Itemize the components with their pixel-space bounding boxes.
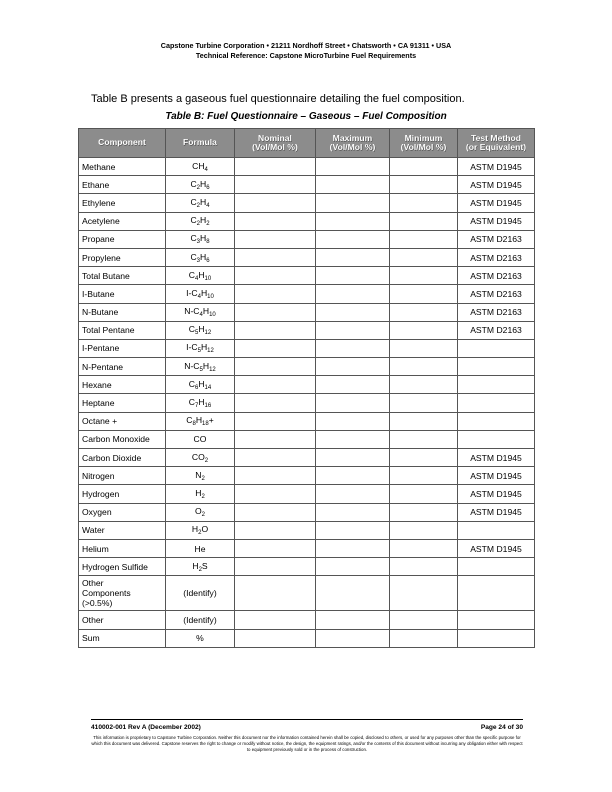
maximum-cell[interactable] bbox=[316, 212, 390, 230]
formula-cell: $C_2H_4$ bbox=[166, 194, 235, 212]
formula-cell: $C_8H_{18}+$ bbox=[166, 412, 235, 430]
table-row bbox=[79, 576, 535, 611]
footer-disclaimer: This information is proprietary to Capstone Turbine Corporation. Neither this document nor the information contained herein shall be copied, disclosed to others, or used for any purposes other than the specific purpose for which this document was delivered. Capstone reserves the right to change or modify without notice, the design, the equipment ratings, and/or the contents of this document without incurring any obligation either with respect to equipment previously sold or in the process of construction. bbox=[91, 735, 523, 752]
test-method-cell bbox=[458, 412, 535, 430]
table-row bbox=[79, 230, 535, 248]
table-row bbox=[79, 248, 535, 266]
header-test-line2: (or Equivalent) bbox=[465, 142, 527, 152]
test-method-cell bbox=[458, 430, 535, 448]
component-cell: I-Butane bbox=[79, 285, 166, 303]
intro-text: Table B presents a gaseous fuel questionnaire detailing the fuel composition. bbox=[91, 93, 465, 105]
nominal-cell[interactable] bbox=[235, 376, 316, 394]
table-row bbox=[79, 503, 535, 521]
formula-cell: $I-C_4H_{10}$ bbox=[166, 285, 235, 303]
minimum-cell[interactable] bbox=[390, 611, 458, 629]
table-row bbox=[79, 212, 535, 230]
maximum-cell[interactable] bbox=[316, 412, 390, 430]
formula-cell: $C_6H_{14}$ bbox=[166, 376, 235, 394]
nominal-cell[interactable] bbox=[235, 539, 316, 557]
table-row bbox=[79, 430, 535, 448]
maximum-cell[interactable] bbox=[316, 558, 390, 576]
formula-cell: $N-C_5H_{12}$ bbox=[166, 358, 235, 376]
minimum-cell[interactable] bbox=[390, 467, 458, 485]
minimum-cell[interactable] bbox=[390, 576, 458, 611]
component-cell: Acetylene bbox=[79, 212, 166, 230]
test-method-cell bbox=[458, 376, 535, 394]
component-cell: Propane bbox=[79, 230, 166, 248]
page-header-line2: Technical Reference: Capstone MicroTurbine Fuel Requirements bbox=[195, 51, 417, 60]
maximum-cell[interactable] bbox=[316, 358, 390, 376]
formula-cell: $C_2H_2$ bbox=[166, 212, 235, 230]
maximum-cell[interactable] bbox=[316, 158, 390, 176]
component-cell: Hydrogen Sulfide bbox=[79, 558, 166, 576]
component-cell: Oxygen bbox=[79, 503, 166, 521]
maximum-cell[interactable] bbox=[316, 230, 390, 248]
nominal-cell[interactable] bbox=[235, 629, 316, 647]
component-cell: Heptane bbox=[79, 394, 166, 412]
minimum-cell[interactable] bbox=[390, 412, 458, 430]
minimum-cell[interactable] bbox=[390, 212, 458, 230]
formula-cell: $CH_4$ bbox=[166, 158, 235, 176]
component-cell: Ethylene bbox=[79, 194, 166, 212]
minimum-cell[interactable] bbox=[390, 358, 458, 376]
nominal-cell[interactable] bbox=[235, 485, 316, 503]
formula-cell: $N_2$ bbox=[166, 467, 235, 485]
header-test-method bbox=[458, 129, 535, 158]
test-method-cell: ASTM D2163 bbox=[458, 303, 535, 321]
nominal-cell[interactable] bbox=[235, 412, 316, 430]
formula-cell: (Identify) bbox=[166, 611, 235, 629]
component-cell: Total Butane bbox=[79, 267, 166, 285]
maximum-cell[interactable] bbox=[316, 267, 390, 285]
test-method-cell: ASTM D1945 bbox=[458, 539, 535, 557]
footer-doc-id: 410002-001 Rev A (December 2002) bbox=[91, 724, 201, 731]
test-method-cell bbox=[458, 576, 535, 611]
table-caption: Table B: Fuel Questionnaire – Gaseous – Fuel Composition bbox=[165, 111, 447, 122]
maximum-cell[interactable] bbox=[316, 467, 390, 485]
test-method-cell bbox=[458, 521, 535, 539]
maximum-cell[interactable] bbox=[316, 176, 390, 194]
nominal-cell[interactable] bbox=[235, 558, 316, 576]
header-test-line1: Test Method bbox=[471, 132, 521, 143]
header-minimum-line1: Minimum bbox=[404, 132, 443, 143]
test-method-cell: ASTM D1945 bbox=[458, 212, 535, 230]
nominal-cell[interactable] bbox=[235, 449, 316, 467]
test-method-cell bbox=[458, 394, 535, 412]
maximum-cell[interactable] bbox=[316, 629, 390, 647]
table-body bbox=[79, 158, 535, 648]
nominal-cell[interactable] bbox=[235, 230, 316, 248]
nominal-cell[interactable] bbox=[235, 467, 316, 485]
test-method-cell: ASTM D1945 bbox=[458, 449, 535, 467]
test-method-cell bbox=[458, 611, 535, 629]
table-row bbox=[79, 485, 535, 503]
nominal-cell[interactable] bbox=[235, 176, 316, 194]
table-row bbox=[79, 611, 535, 629]
maximum-cell[interactable] bbox=[316, 485, 390, 503]
test-method-cell: ASTM D2163 bbox=[458, 321, 535, 339]
formula-cell: $C_7H_{16}$ bbox=[166, 394, 235, 412]
test-method-cell bbox=[458, 629, 535, 647]
component-cell: I-Pentane bbox=[79, 339, 166, 357]
test-method-cell: ASTM D1945 bbox=[458, 503, 535, 521]
nominal-cell[interactable] bbox=[235, 285, 316, 303]
formula-cell: $H_2O$ bbox=[166, 521, 235, 539]
minimum-cell[interactable] bbox=[390, 285, 458, 303]
minimum-cell[interactable] bbox=[390, 230, 458, 248]
formula-cell: $CO_2$ bbox=[166, 449, 235, 467]
page-header-line1: Capstone Turbine Corporation • 21211 Nordhoff Street • Chatsworth • CA 91311 • USA bbox=[160, 41, 452, 50]
test-method-cell: ASTM D2163 bbox=[458, 285, 535, 303]
test-method-cell: ASTM D2163 bbox=[458, 248, 535, 266]
test-method-cell bbox=[458, 558, 535, 576]
table-row bbox=[79, 194, 535, 212]
nominal-cell[interactable] bbox=[235, 194, 316, 212]
maximum-cell[interactable] bbox=[316, 285, 390, 303]
header-nominal-line1: Nominal bbox=[258, 132, 292, 143]
formula-cell: $I-C_5H_{12}$ bbox=[166, 339, 235, 357]
formula-cell: $H_2S$ bbox=[166, 558, 235, 576]
formula-cell: He bbox=[166, 539, 235, 557]
component-cell: Water bbox=[79, 521, 166, 539]
component-cell: Propylene bbox=[79, 248, 166, 266]
test-method-cell: ASTM D1945 bbox=[458, 176, 535, 194]
maximum-cell[interactable] bbox=[316, 503, 390, 521]
component-cell: Hydrogen bbox=[79, 485, 166, 503]
minimum-cell[interactable] bbox=[390, 267, 458, 285]
table-row bbox=[79, 376, 535, 394]
test-method-cell: ASTM D1945 bbox=[458, 158, 535, 176]
minimum-cell[interactable] bbox=[390, 248, 458, 266]
table-row bbox=[79, 521, 535, 539]
header-nominal-line2: (Vol/Mol %) bbox=[252, 142, 298, 152]
footer-divider bbox=[91, 719, 523, 720]
header-formula: Formula bbox=[166, 129, 235, 158]
maximum-cell[interactable] bbox=[316, 339, 390, 357]
table-row bbox=[79, 558, 535, 576]
header-component: Component bbox=[79, 129, 166, 158]
nominal-cell[interactable] bbox=[235, 394, 316, 412]
header-maximum-line1: Maximum bbox=[332, 132, 373, 143]
formula-cell: $C_3H_8$ bbox=[166, 230, 235, 248]
fuel-composition-table bbox=[78, 128, 535, 648]
maximum-cell[interactable] bbox=[316, 430, 390, 448]
table-row bbox=[79, 303, 535, 321]
maximum-cell[interactable] bbox=[316, 539, 390, 557]
table-row bbox=[79, 321, 535, 339]
component-cell: Octane + bbox=[79, 412, 166, 430]
header-minimum-line2: (Vol/Mol %) bbox=[400, 142, 447, 152]
component-cell: N-Butane bbox=[79, 303, 166, 321]
nominal-cell[interactable] bbox=[235, 267, 316, 285]
component-cell: Helium bbox=[79, 539, 166, 557]
footer-page-number: Page 24 of 30 bbox=[480, 724, 523, 731]
formula-cell: $N-C_4H_{10}$ bbox=[166, 303, 235, 321]
header-maximum bbox=[316, 129, 390, 158]
component-cell: Ethane bbox=[79, 176, 166, 194]
minimum-cell[interactable] bbox=[390, 539, 458, 557]
maximum-cell[interactable] bbox=[316, 576, 390, 611]
table-row bbox=[79, 285, 535, 303]
test-method-cell bbox=[458, 339, 535, 357]
component-cell: Carbon Dioxide bbox=[79, 449, 166, 467]
minimum-cell[interactable] bbox=[390, 394, 458, 412]
nominal-cell[interactable] bbox=[235, 158, 316, 176]
nominal-cell[interactable] bbox=[235, 521, 316, 539]
nominal-cell[interactable] bbox=[235, 303, 316, 321]
formula-cell: % bbox=[166, 629, 235, 647]
nominal-cell[interactable] bbox=[235, 321, 316, 339]
nominal-cell[interactable] bbox=[235, 576, 316, 611]
nominal-cell[interactable] bbox=[235, 339, 316, 357]
component-cell: Nitrogen bbox=[79, 467, 166, 485]
component-cell: Methane bbox=[79, 158, 166, 176]
formula-cell: $C_4H_{10}$ bbox=[166, 267, 235, 285]
formula-cell: $O_2$ bbox=[166, 503, 235, 521]
table-row bbox=[79, 358, 535, 376]
nominal-cell[interactable] bbox=[235, 503, 316, 521]
nominal-cell[interactable] bbox=[235, 611, 316, 629]
minimum-cell[interactable] bbox=[390, 321, 458, 339]
formula-cell: $H_2$ bbox=[166, 485, 235, 503]
maximum-cell[interactable] bbox=[316, 611, 390, 629]
table-row bbox=[79, 267, 535, 285]
minimum-cell[interactable] bbox=[390, 430, 458, 448]
component-cell: Other Components (>0.5%) bbox=[79, 576, 166, 611]
table-header-row bbox=[79, 129, 535, 158]
maximum-cell[interactable] bbox=[316, 376, 390, 394]
minimum-cell[interactable] bbox=[390, 629, 458, 647]
header-nominal bbox=[235, 129, 316, 158]
minimum-cell[interactable] bbox=[390, 376, 458, 394]
table-row bbox=[79, 176, 535, 194]
nominal-cell[interactable] bbox=[235, 430, 316, 448]
minimum-cell[interactable] bbox=[390, 194, 458, 212]
formula-cell: $C_2H_6$ bbox=[166, 176, 235, 194]
minimum-cell[interactable] bbox=[390, 339, 458, 357]
table-row bbox=[79, 394, 535, 412]
minimum-cell[interactable] bbox=[390, 176, 458, 194]
header-minimum bbox=[390, 129, 458, 158]
header-maximum-line2: (Vol/Mol %) bbox=[329, 142, 376, 152]
test-method-cell bbox=[458, 358, 535, 376]
minimum-cell[interactable] bbox=[390, 485, 458, 503]
maximum-cell[interactable] bbox=[316, 194, 390, 212]
formula-cell: $C_3H_6$ bbox=[166, 248, 235, 266]
nominal-cell[interactable] bbox=[235, 212, 316, 230]
nominal-cell[interactable] bbox=[235, 358, 316, 376]
component-cell: Total Pentane bbox=[79, 321, 166, 339]
minimum-cell[interactable] bbox=[390, 303, 458, 321]
maximum-cell[interactable] bbox=[316, 449, 390, 467]
component-cell: Sum bbox=[79, 629, 166, 647]
table-row bbox=[79, 629, 535, 647]
component-cell: Carbon Monoxide bbox=[79, 430, 166, 448]
table-row bbox=[79, 449, 535, 467]
test-method-cell: ASTM D2163 bbox=[458, 267, 535, 285]
minimum-cell[interactable] bbox=[390, 158, 458, 176]
minimum-cell[interactable] bbox=[390, 558, 458, 576]
table-row bbox=[79, 158, 535, 176]
test-method-cell: ASTM D1945 bbox=[458, 194, 535, 212]
table-row bbox=[79, 412, 535, 430]
minimum-cell[interactable] bbox=[390, 521, 458, 539]
table-row bbox=[79, 539, 535, 557]
maximum-cell[interactable] bbox=[316, 394, 390, 412]
component-cell: N-Pentane bbox=[79, 358, 166, 376]
test-method-cell: ASTM D2163 bbox=[458, 230, 535, 248]
minimum-cell[interactable] bbox=[390, 503, 458, 521]
maximum-cell[interactable] bbox=[316, 303, 390, 321]
test-method-cell: ASTM D1945 bbox=[458, 485, 535, 503]
component-cell: Other bbox=[79, 611, 166, 629]
test-method-cell: ASTM D1945 bbox=[458, 467, 535, 485]
formula-cell: (Identify) bbox=[166, 576, 235, 611]
table-row bbox=[79, 467, 535, 485]
component-cell: Hexane bbox=[79, 376, 166, 394]
maximum-cell[interactable] bbox=[316, 521, 390, 539]
maximum-cell[interactable] bbox=[316, 321, 390, 339]
formula-cell: CO bbox=[166, 430, 235, 448]
nominal-cell[interactable] bbox=[235, 248, 316, 266]
minimum-cell[interactable] bbox=[390, 449, 458, 467]
formula-cell: $C_5H_{12}$ bbox=[166, 321, 235, 339]
table-row bbox=[79, 339, 535, 357]
maximum-cell[interactable] bbox=[316, 248, 390, 266]
